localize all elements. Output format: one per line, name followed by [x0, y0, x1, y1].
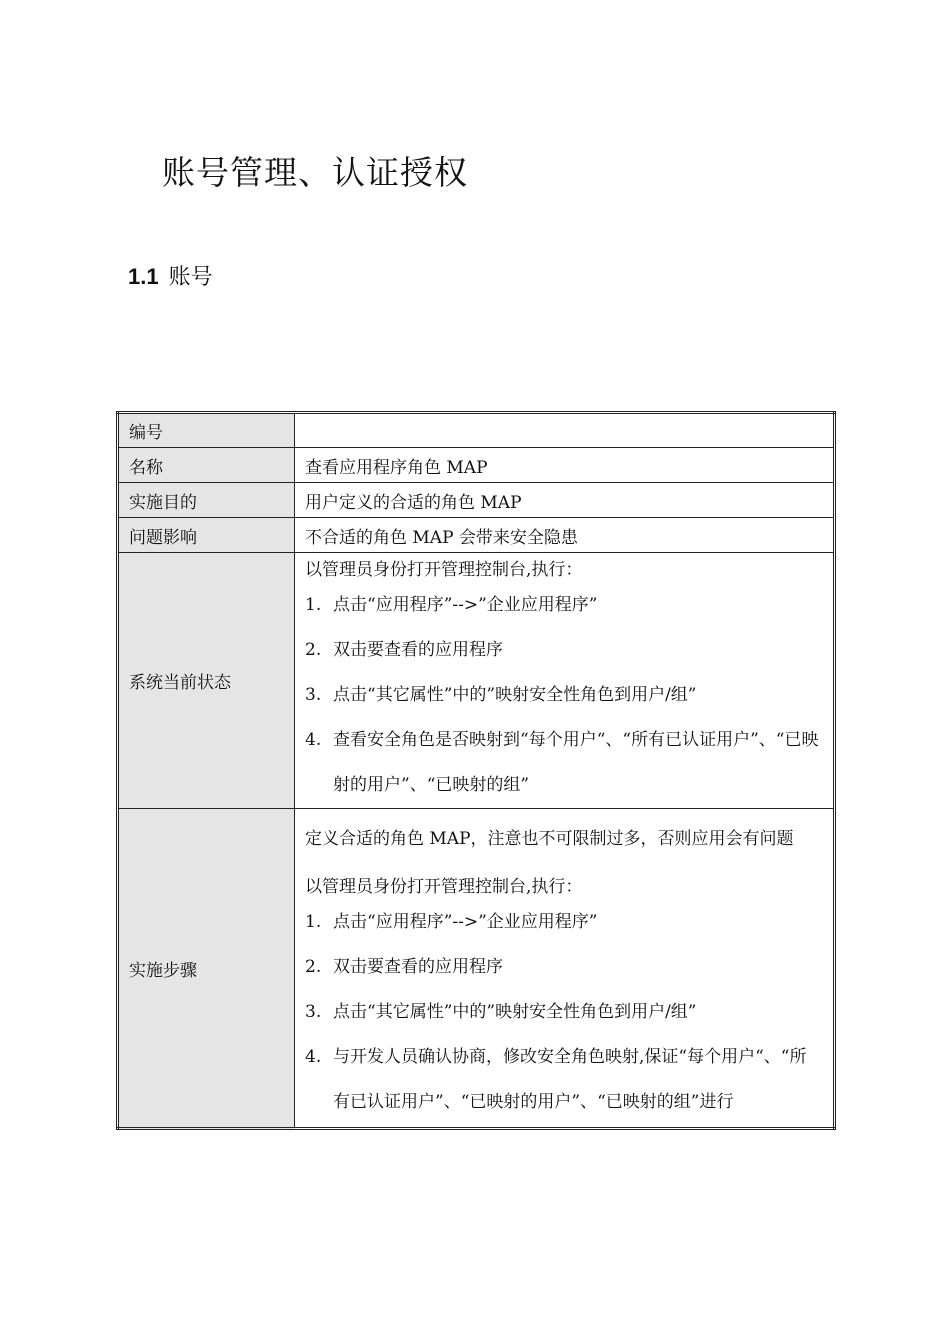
step-text: 点击“应用程序”-->”企业应用程序”	[333, 595, 598, 615]
step-text: 与开发人员确认协商，修改安全角色映射,保证“每个用户“、“所有已认证用户”、“已映射的用户”、“已映射的组”进行	[333, 1047, 807, 1112]
spec-table	[116, 411, 836, 1130]
current-state-steps	[305, 583, 823, 808]
list-item	[305, 990, 823, 1035]
list-item	[305, 628, 823, 673]
step-number: 3.	[305, 1002, 322, 1022]
table-row-implementation	[118, 809, 835, 1129]
step-number: 4.	[305, 1047, 322, 1067]
value-current-state	[295, 553, 835, 809]
step-text: 双击要查看的应用程序	[333, 957, 503, 977]
step-text: 点击“应用程序”-->”企业应用程序”	[333, 912, 598, 932]
list-item	[305, 1035, 823, 1125]
table-row-current-state	[118, 553, 835, 809]
step-number: 1.	[305, 595, 322, 615]
list-item	[305, 900, 823, 945]
step-text: 点击“其它属性”中的”映射安全性角色到用户/组”	[333, 1002, 697, 1022]
label-impact: 问题影响	[118, 518, 295, 553]
current-state-intro: 以管理员身份打开管理控制台,执行：	[305, 560, 583, 580]
table-row-name	[118, 448, 835, 483]
section-heading	[128, 260, 213, 291]
table-row-id	[118, 413, 835, 448]
implementation-steps	[305, 900, 823, 1125]
value-implementation	[295, 809, 835, 1129]
list-item	[305, 673, 823, 718]
step-text: 双击要查看的应用程序	[333, 640, 503, 660]
step-number: 3.	[305, 685, 322, 705]
section-title: 账号	[168, 265, 213, 290]
implementation-intro: 以管理员身份打开管理控制台,执行：	[305, 877, 583, 897]
value-name: 查看应用程序角色 MAP	[295, 448, 835, 483]
label-name: 名称	[118, 448, 295, 483]
table-row-impact	[118, 518, 835, 553]
table-row-purpose	[118, 483, 835, 518]
value-purpose: 用户定义的合适的角色 MAP	[295, 483, 835, 518]
step-text: 查看安全角色是否映射到“每个用户“、“所有已认证用户”、“已映射的用户”、“已映射的组”	[333, 730, 819, 795]
step-text: 点击“其它属性”中的”映射安全性角色到用户/组”	[333, 685, 697, 705]
implementation-note: 定义合适的角色 MAP，注意也不可限制过多，否则应用会有问题	[305, 829, 794, 849]
list-item	[305, 945, 823, 990]
value-impact: 不合适的角色 MAP 会带来安全隐患	[295, 518, 835, 553]
label-purpose: 实施目的	[118, 483, 295, 518]
section-number: 1.1	[128, 264, 159, 289]
step-number: 2.	[305, 640, 322, 660]
step-number: 4.	[305, 730, 322, 750]
document-title: 账号管理、认证授权	[162, 153, 468, 192]
label-implementation: 实施步骤	[118, 809, 295, 1129]
step-number: 1.	[305, 912, 322, 932]
label-id: 编号	[118, 413, 295, 448]
value-id	[295, 413, 835, 448]
list-item	[305, 583, 823, 628]
list-item	[305, 718, 823, 808]
step-number: 2.	[305, 957, 322, 977]
label-current-state: 系统当前状态	[118, 553, 295, 809]
